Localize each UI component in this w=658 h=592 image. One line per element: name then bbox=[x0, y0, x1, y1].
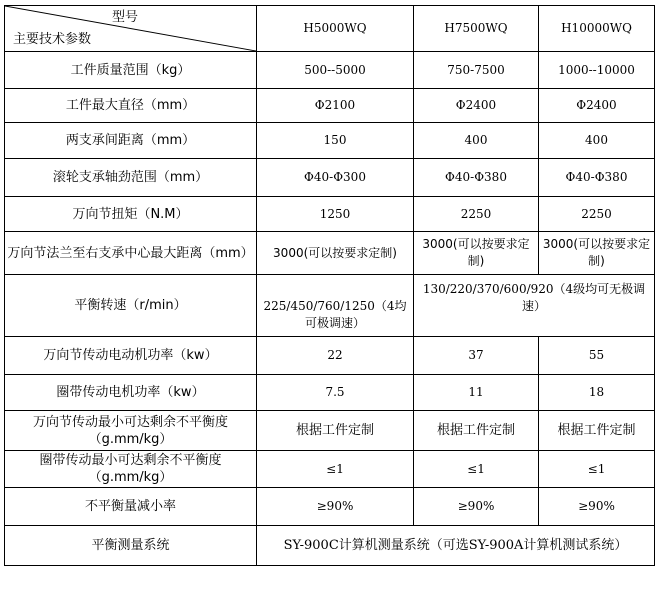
value-cell: 3000(可以按要求定制) bbox=[257, 232, 414, 275]
value-cell: 11 bbox=[414, 375, 539, 411]
param-cell: 两支承间距离（mm） bbox=[5, 123, 257, 159]
value-cell: ≤1 bbox=[539, 451, 655, 488]
value-cell: Φ40-Φ300 bbox=[257, 159, 414, 197]
table-row bbox=[5, 52, 655, 89]
param-cell: 工件质量范围（kg） bbox=[5, 52, 257, 89]
model-header-h5000: H5000WQ bbox=[257, 6, 414, 52]
param-cell: 圈带传动最小可达剩余不平衡度（g.mm/kg） bbox=[5, 451, 257, 488]
table-row bbox=[5, 411, 655, 451]
table-row bbox=[5, 232, 655, 275]
value-cell: 400 bbox=[539, 123, 655, 159]
param-cell: 不平衡量减小率 bbox=[5, 488, 257, 526]
param-cell: 工件最大直径（mm） bbox=[5, 89, 257, 123]
table-row bbox=[5, 451, 655, 488]
value-cell: 1000--10000 bbox=[539, 52, 655, 89]
value-cell: 37 bbox=[414, 337, 539, 375]
value-cell: 55 bbox=[539, 337, 655, 375]
param-cell: 万向节传动电动机功率（kw） bbox=[5, 337, 257, 375]
value-cell: 根据工件定制 bbox=[539, 411, 655, 451]
value-cell: 500--5000 bbox=[257, 52, 414, 89]
table-row bbox=[5, 337, 655, 375]
value-cell: ≥90% bbox=[539, 488, 655, 526]
table-row bbox=[5, 526, 655, 566]
value-cell: Φ2400 bbox=[539, 89, 655, 123]
value-cell: ≤1 bbox=[414, 451, 539, 488]
param-cell: 平衡测量系统 bbox=[5, 526, 257, 566]
value-cell: 3000(可以按要求定制) bbox=[414, 232, 539, 275]
header-corner-cell bbox=[5, 6, 257, 52]
value-cell: Φ40-Φ380 bbox=[414, 159, 539, 197]
value-cell-merged: SY-900C计算机测量系统（可选SY-900A计算机测试系统） bbox=[257, 526, 655, 566]
value-cell: 根据工件定制 bbox=[257, 411, 414, 451]
value-cell: 7.5 bbox=[257, 375, 414, 411]
value-cell: 22 bbox=[257, 337, 414, 375]
param-cell: 万向节扭矩（N.M） bbox=[5, 197, 257, 232]
value-cell: 225/450/760/1250（4均可极调速） bbox=[257, 275, 414, 337]
value-cell-merged: 130/220/370/600/920（4级均可无极调速） bbox=[414, 275, 655, 337]
value-cell: ≥90% bbox=[414, 488, 539, 526]
param-cell: 圈带传动电机功率（kw） bbox=[5, 375, 257, 411]
table-row bbox=[5, 275, 655, 337]
value-cell: 3000(可以按要求定制) bbox=[539, 232, 655, 275]
table-row bbox=[5, 123, 655, 159]
spec-table bbox=[4, 5, 655, 566]
model-header-h7500: H7500WQ bbox=[414, 6, 539, 52]
value-cell: 400 bbox=[414, 123, 539, 159]
table-row bbox=[5, 488, 655, 526]
value-cell: Φ2400 bbox=[414, 89, 539, 123]
model-label: 型号 bbox=[111, 10, 138, 25]
header-row bbox=[5, 6, 655, 52]
value-cell: 18 bbox=[539, 375, 655, 411]
value-cell: ≤1 bbox=[257, 451, 414, 488]
param-cell: 滚轮支承轴劲范围（mm） bbox=[5, 159, 257, 197]
param-cell: 平衡转速（r/min） bbox=[5, 275, 257, 337]
value-cell: ≥90% bbox=[257, 488, 414, 526]
table-row bbox=[5, 89, 655, 123]
value-cell: 2250 bbox=[414, 197, 539, 232]
param-cell: 万向节传动最小可达剩余不平衡度（g.mm/kg） bbox=[5, 411, 257, 451]
value-cell: Φ2100 bbox=[257, 89, 414, 123]
param-label: 主要技术参数 bbox=[13, 32, 92, 47]
table-row bbox=[5, 159, 655, 197]
value-cell: 750-7500 bbox=[414, 52, 539, 89]
value-cell: 150 bbox=[257, 123, 414, 159]
model-header-h10000: H10000WQ bbox=[539, 6, 655, 52]
table-row bbox=[5, 375, 655, 411]
value-cell: 1250 bbox=[257, 197, 414, 232]
value-cell: 根据工件定制 bbox=[414, 411, 539, 451]
value-cell: Φ40-Φ380 bbox=[539, 159, 655, 197]
param-cell: 万向节法兰至右支承中心最大距离（mm） bbox=[5, 232, 257, 275]
table-row bbox=[5, 197, 655, 232]
value-cell: 2250 bbox=[539, 197, 655, 232]
